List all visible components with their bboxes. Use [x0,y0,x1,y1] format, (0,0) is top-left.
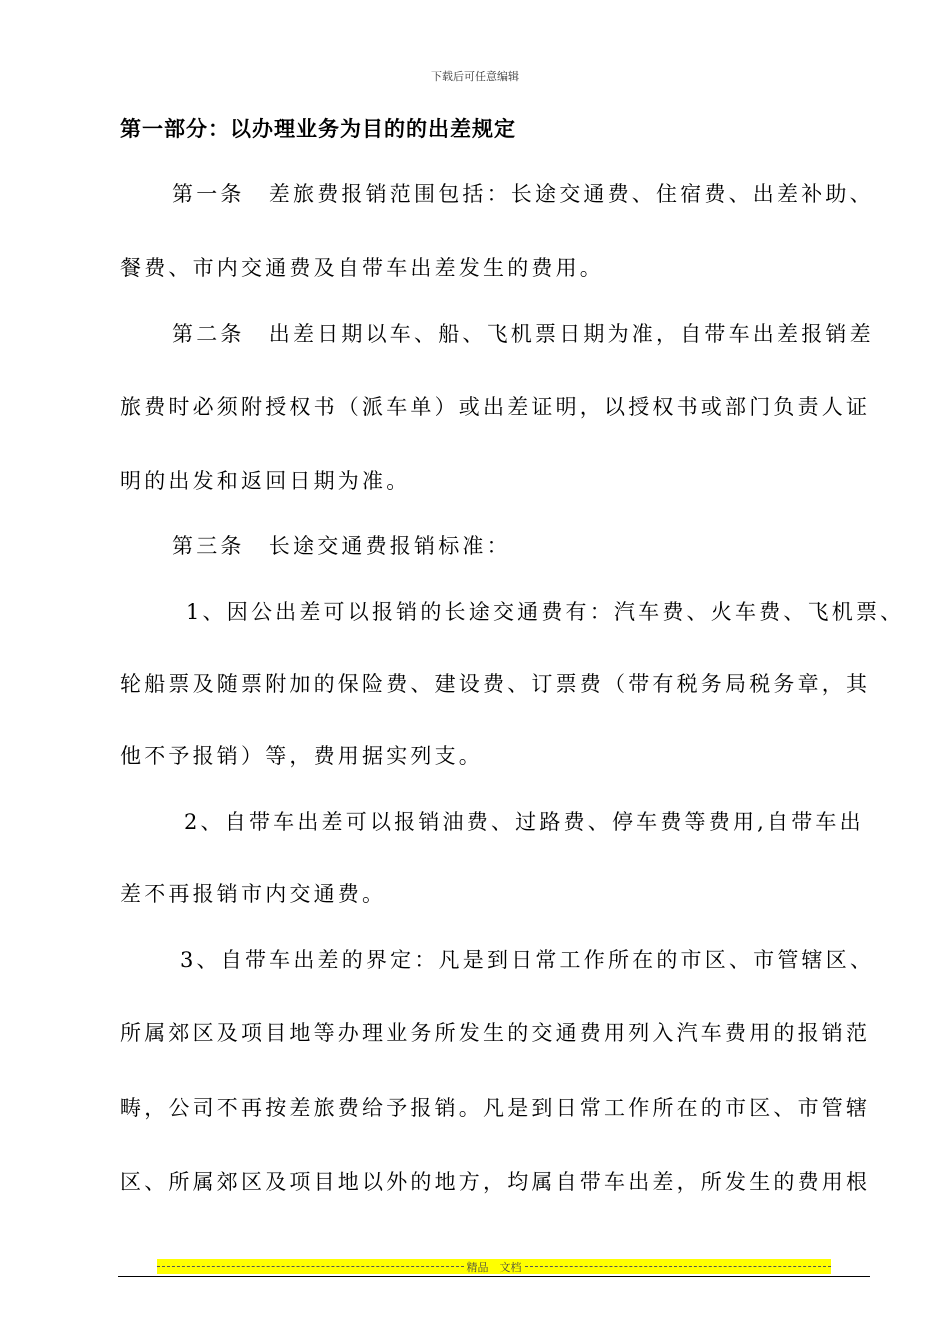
article-1-line-2: 餐费、市内交通费及自带车出差发生的费用。 [120,256,604,280]
page-header-note: 下载后可任意编辑 [431,70,519,83]
footer-dashes-right [525,1266,832,1267]
article-2-line-1: 第二条 出差日期以车、船、飞机票日期为准，自带车出差报销差 [172,322,874,346]
article-2-line-3: 明的出发和返回日期为准。 [120,469,411,493]
item-3-line-4: 区、所属郊区及项目地以外的地方，均属自带车出差，所发生的费用根 [120,1170,871,1194]
item-2-line-2: 差不再报销市内交通费。 [120,882,387,906]
footer-divider [118,1276,870,1277]
item-1-line-2: 轮船票及随票附加的保险费、建设费、订票费（带有税务局税务章，其 [120,672,871,696]
item-2-line-1: 2、自带车出差可以报销油费、过路费、停车费等费用,自带车出 [184,810,864,834]
item-1-line-3: 他不予报销）等，费用据实列支。 [120,744,483,768]
item-1-line-1: 1、因公出差可以报销的长途交通费有：汽车费、火车费、飞机票、 [186,600,905,624]
item-3-line-2: 所属郊区及项目地等办理业务所发生的交通费用列入汽车费用的报销范 [120,1021,871,1045]
footer-dashes-left [157,1266,464,1267]
article-2-line-2: 旅费时必须附授权书（派车单）或出差证明，以授权书或部门负责人证 [120,395,871,419]
article-1-line-1: 第一条 差旅费报销范围包括：长途交通费、住宿费、出差补助、 [172,182,874,206]
section-heading: 第一部分：以办理业务为目的的出差规定 [120,116,516,141]
item-3-line-1: 3、自带车出差的界定：凡是到日常工作所在的市区、市管辖区、 [180,948,875,972]
article-3-title: 第三条 长途交通费报销标准： [172,534,511,558]
item-3-line-3: 畴，公司不再按差旅费给予报销。凡是到日常工作所在的市区、市管辖 [120,1096,871,1120]
footer-highlight-band [157,1259,831,1274]
footer-label: 精品 文档 [466,1260,522,1274]
